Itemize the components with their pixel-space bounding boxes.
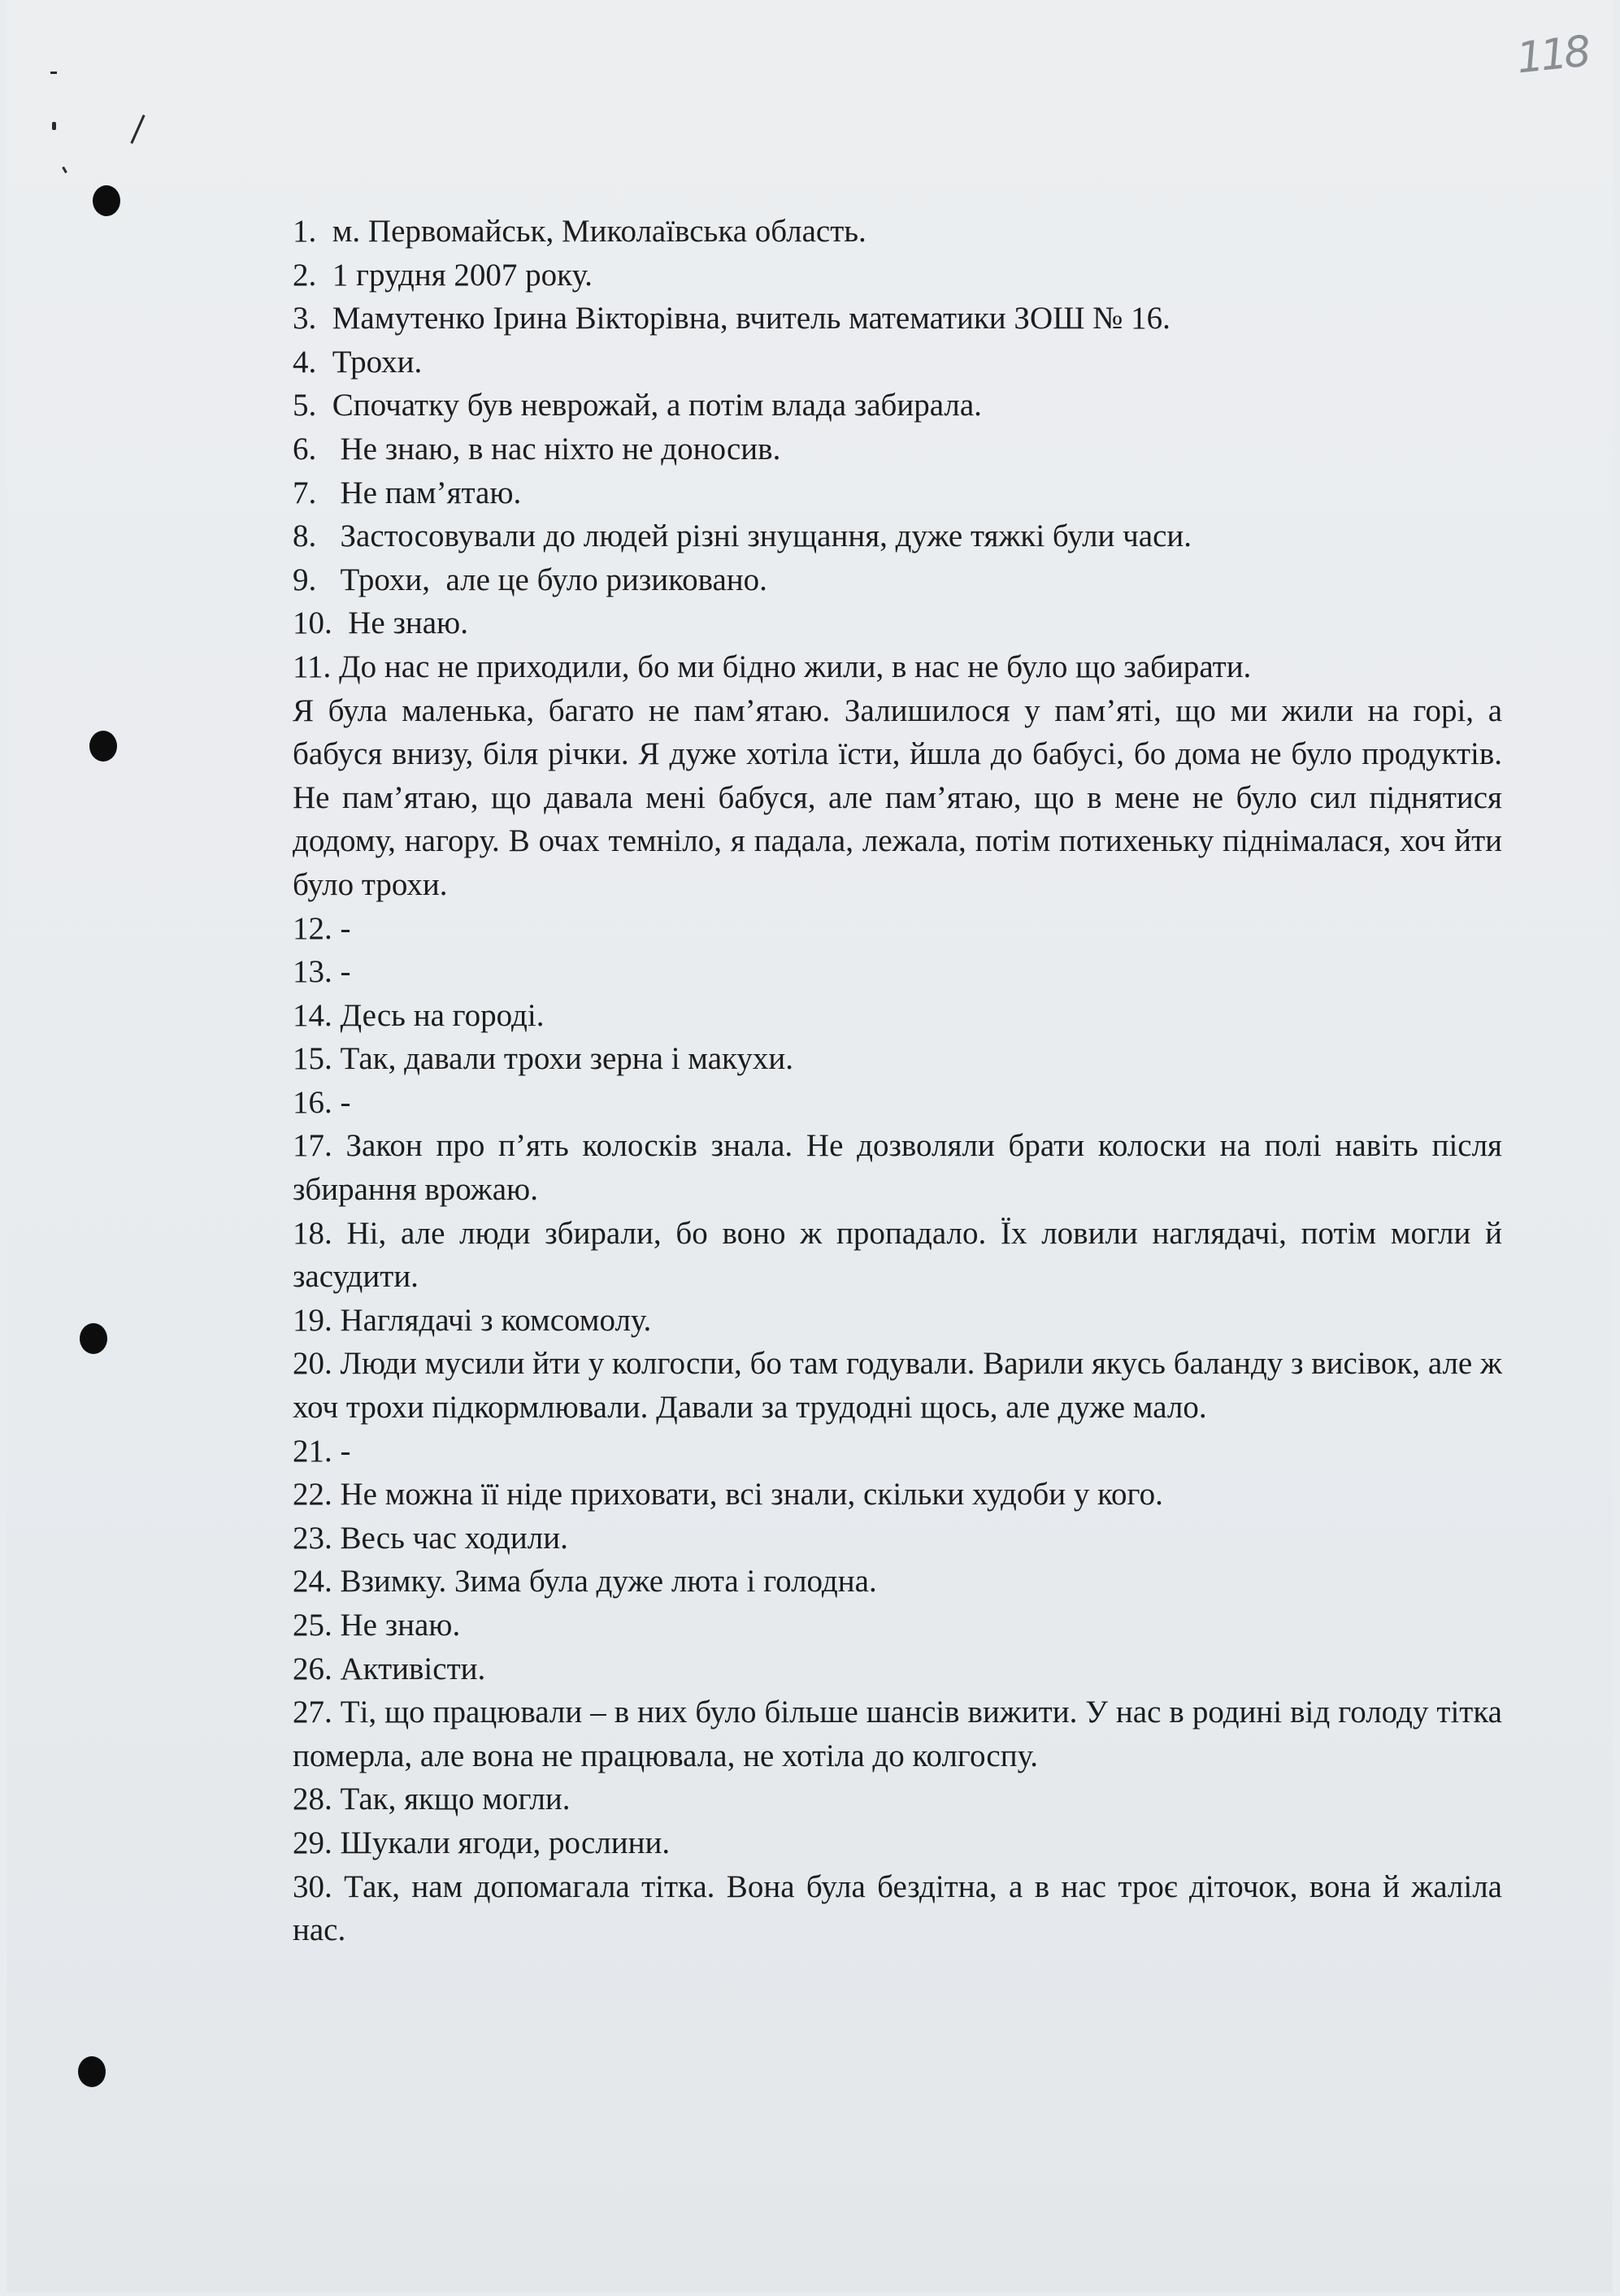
answer-line: 26. Активісти. [293, 1651, 486, 1686]
questionnaire-answers [293, 210, 1502, 1952]
answer-line: 19. Наглядачі з комсомолу. [293, 1302, 652, 1338]
punch-hole [89, 731, 117, 762]
answer-line: 28. Так, якщо могли. [293, 1782, 571, 1817]
answer-paragraph: 27. Ті, що працювали – в них було більше шансів вижити. У нас в родині від голоду тітка померла, але вона не працювала, не хотіла до колгоспу. [293, 1695, 1502, 1773]
answer-line: 9. Трохи, але це було ризиковано. [293, 562, 767, 597]
answer-line: 15. Так, давали трохи зерна і макухи. [293, 1041, 794, 1077]
scan-mark [130, 115, 145, 144]
answer-paragraph: 18. Ні, але люди збирали, бо воно ж пропадало. Їх ловили наглядачі, потім могли й засудити. [293, 1215, 1502, 1295]
punch-hole [78, 2056, 106, 2087]
answer-paragraph: 17. Закон про п’ять колосків знала. Не дозволяли брати колоски на полі навіть після збирання врожаю. [293, 1128, 1502, 1208]
handwritten-page-number: 118 [1514, 27, 1591, 84]
answer-line: 12. - [293, 910, 351, 946]
answer-line: 2. 1 грудня 2007 року. [293, 257, 593, 293]
answer-line: 6. Не знаю, в нас ніхто не доносив. [293, 431, 781, 467]
answer-line: 4. Трохи. [293, 344, 423, 380]
answer-line: 1. м. Первомайськ, Миколаївська область. [293, 214, 866, 249]
punch-hole [93, 185, 120, 216]
answer-line: 11. До нас не приходили, бо ми бідно жили, в нас не було що забирати. [293, 649, 1252, 684]
scan-mark [52, 122, 56, 130]
answer-line: 7. Не пам’ятаю. [293, 475, 522, 510]
answer-line: 10. Не знаю. [293, 605, 468, 641]
answer-line: 23. Весь час ходили. [293, 1520, 568, 1556]
answer-line: 16. - [293, 1084, 351, 1120]
scan-mark [50, 72, 57, 74]
answer-paragraph: 30. Так, нам допомагала тітка. Вона була бездітна, а в нас троє діточок, вона й жаліла нас. [293, 1868, 1502, 1948]
answer-line: 24. Взимку. Зима була дуже люта і голодна. [293, 1564, 877, 1599]
scan-mark [62, 167, 67, 173]
answer-line: 8. Застосовували до людей різні знущання, дуже тяжкі були часи. [293, 519, 1192, 554]
answer-line: 22. Не можна її ніде приховати, всі знали, скільки худоби у кого. [293, 1477, 1163, 1513]
answer-line: 21. - [293, 1433, 351, 1469]
punch-hole [80, 1323, 107, 1354]
story-paragraph: Я була маленька, багато не пам’ятаю. Залишилося у пам’яті, що ми жили на горі, а бабуся внизу, біля річки. Я дуже хотіла їсти, йшла до бабусі, бо дома не було продуктів. Не пам’ятаю, що давала мені бабуся, але пам’ятаю, що в мене не було сил піднятися додому, нагору. В очах темніло, я падала, лежала, потім потихеньку піднімалася, хоч йти було трохи. [293, 692, 1502, 902]
paper-sheet [7, 0, 1613, 2292]
answer-line: 29. Шукали ягоди, рослини. [293, 1825, 671, 1860]
answer-line: 14. Десь на городі. [293, 997, 545, 1033]
answer-line: 25. Не знаю. [293, 1608, 461, 1643]
answer-line: 5. Спочатку був неврожай, а потім влада забирала. [293, 388, 982, 423]
answer-paragraph: 20. Люди мусили йти у колгоспи, бо там годували. Варили якусь баланду з висівок, але ж хоч трохи підкормлювали. Давали за трудодні щось, але дуже мало. [293, 1346, 1502, 1426]
answer-line: 13. - [293, 954, 351, 990]
answer-line: 3. Мамутенко Ірина Вікторівна, вчитель математики ЗОШ № 16. [293, 301, 1170, 336]
